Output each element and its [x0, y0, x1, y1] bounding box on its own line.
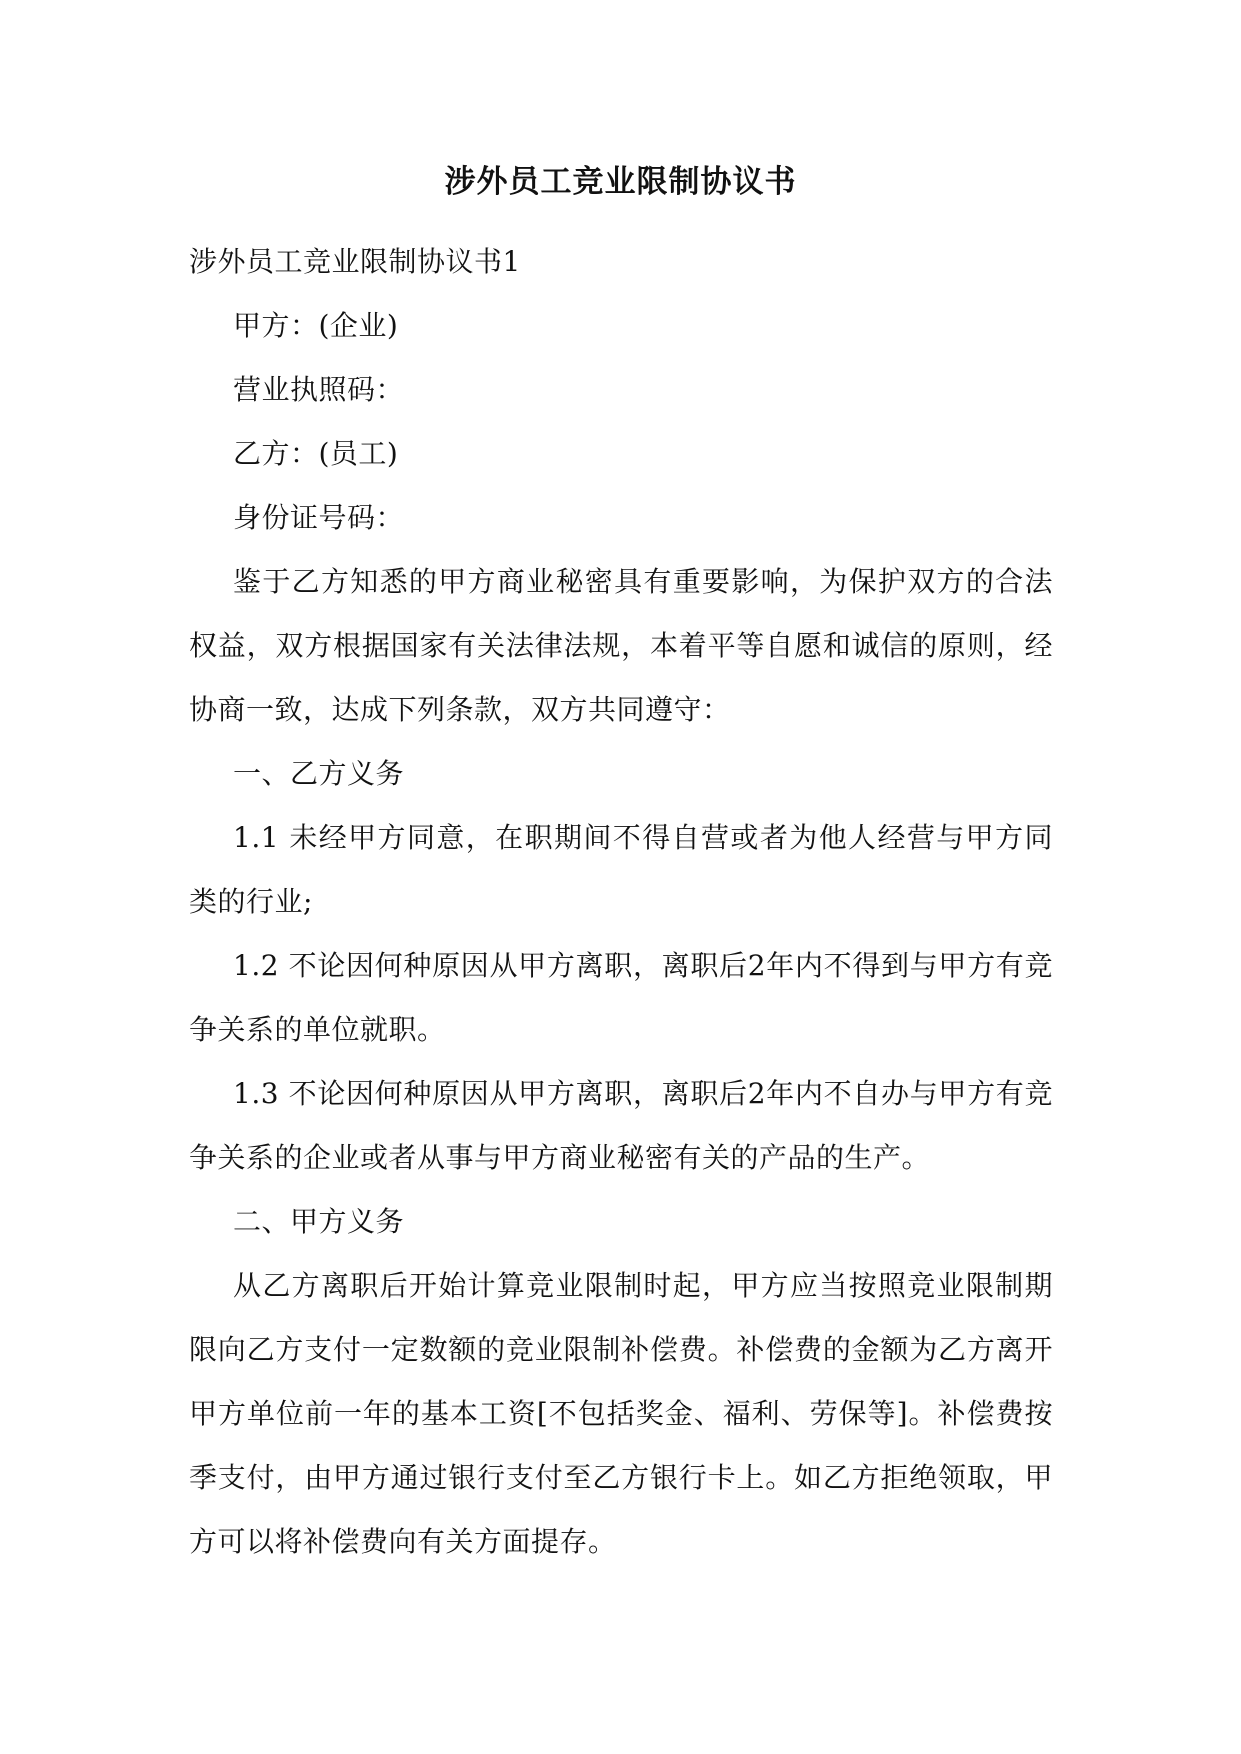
compensation-paragraph: 从乙方离职后开始计算竞业限制时起，甲方应当按照竞业限制期限向乙方支付一定数额的竞业限制补偿费。补偿费的金额为乙方离开甲方单位前一年的基本工资[不包括奖金、福利、劳保等]。补偿费按季支付，由甲方通过银行支付至乙方银行卡上。如乙方拒绝领取，甲方可以将补偿费向有关方面提存。 — [189, 1269, 1053, 1558]
party-a-line: 甲方：(企业) — [233, 309, 399, 342]
clause-1-2: 1.2 不论因何种原因从甲方离职，离职后2年内不得到与甲方有竞争关系的单位就职。 — [189, 949, 1053, 1046]
clause-1-1: 1.1 未经甲方同意，在职期间不得自营或者为他人经营与甲方同类的行业; — [189, 821, 1053, 918]
clause-1-3: 1.3 不论因何种原因从甲方离职，离职后2年内不自办与甲方有竞争关系的企业或者从事与甲方商业秘密有关的产品的生产。 — [189, 1077, 1053, 1174]
document-title: 涉外员工竞业限制协议书 — [444, 164, 797, 200]
section-heading-party-a-obligations: 二、甲方义务 — [233, 1205, 405, 1238]
section-heading-party-b-obligations: 一、乙方义务 — [233, 757, 405, 790]
party-b-line: 乙方：(员工) — [233, 437, 399, 470]
document-subtitle: 涉外员工竞业限制协议书1 — [189, 245, 521, 278]
preamble-paragraph: 鉴于乙方知悉的甲方商业秘密具有重要影响，为保护双方的合法权益，双方根据国家有关法律法规，本着平等自愿和诚信的原则，经协商一致，达成下列条款，双方共同遵守： — [189, 565, 1053, 726]
document-body — [189, 230, 1053, 1574]
business-license-line: 营业执照码： — [233, 373, 405, 406]
id-number-line: 身份证号码： — [233, 501, 405, 534]
